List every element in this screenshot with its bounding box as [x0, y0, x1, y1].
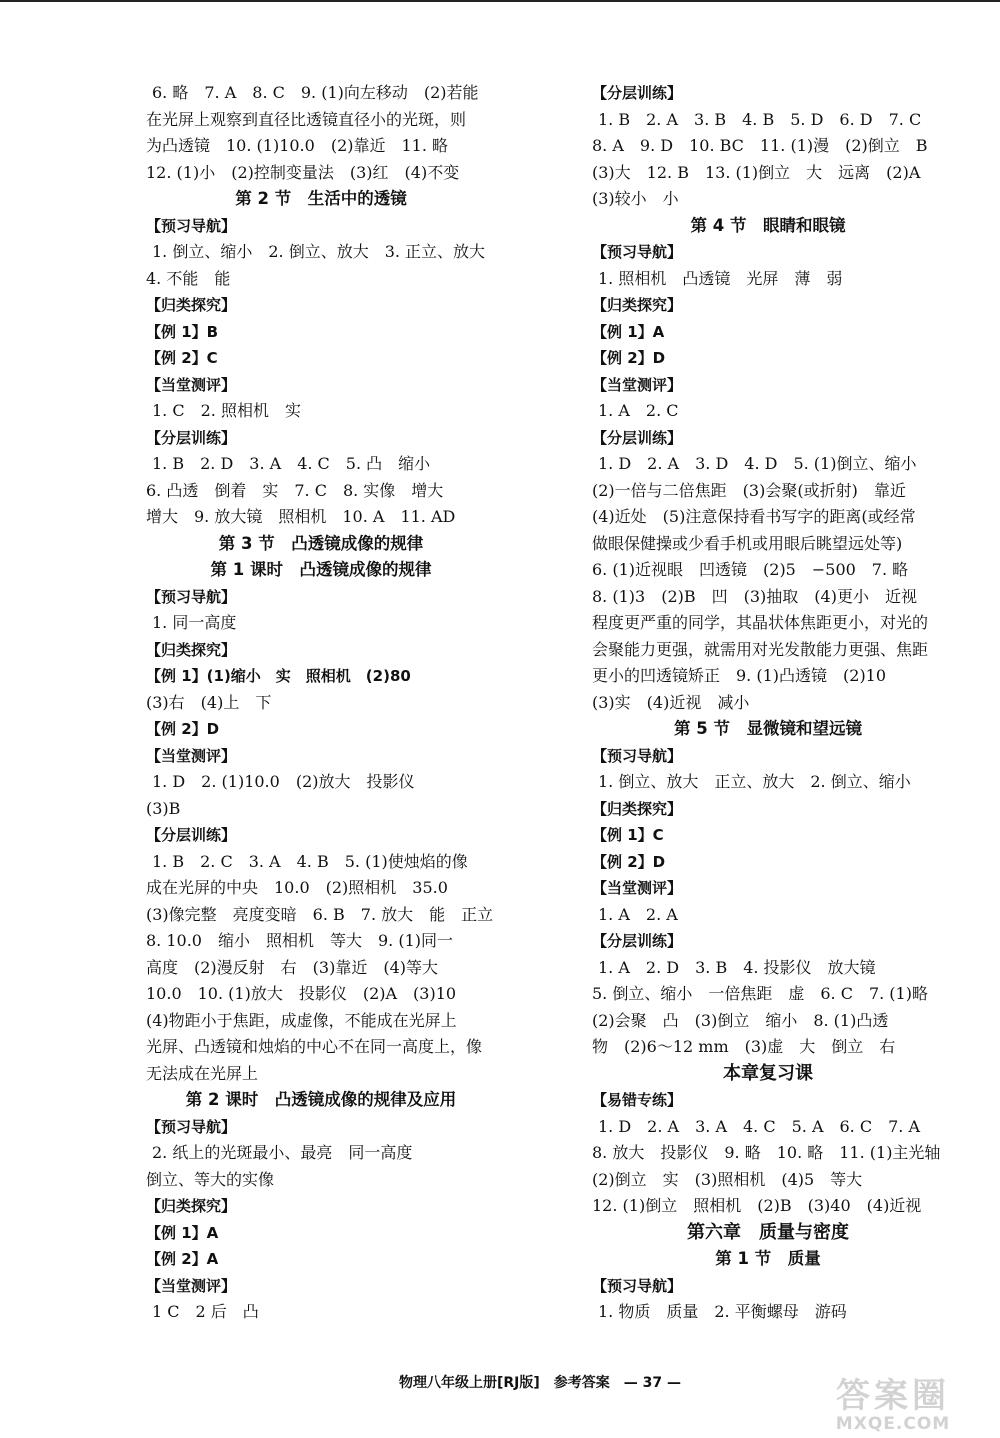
- answer-line: 更小的凹透镜矫正 9. (1)凸透镜 (2)10: [592, 666, 887, 685]
- answer-line: 【当堂测评】: [146, 746, 237, 765]
- answer-line: 12. (1)小 (2)控制变量法 (3)红 (4)不变: [146, 162, 460, 182]
- page-footer: 物理八年级上册[RJ版] 参考答案 — 37 —: [398, 1375, 682, 1391]
- answer-line: 为凸透镜 10. (1)10.0 (2)靠近 11. 略: [146, 136, 449, 155]
- answer-line: 光屏、凸透镜和烛焰的中心不在同一高度上，像: [146, 1037, 483, 1056]
- answer-line: 会聚能力更强，就需用对光发散能力更强、焦距: [592, 639, 929, 659]
- watermark-top-text: 答案圈: [836, 1376, 950, 1416]
- answer-line: 【例 1】C: [592, 826, 664, 844]
- answer-line: 5. 倒立、缩小 一倍焦距 虚 6. C 7. (1)略: [592, 984, 928, 1003]
- section-heading: 第 2 节 生活中的透镜: [235, 189, 407, 208]
- answer-line: (4)近处 (5)注意保持看书写字的距离(或经常: [592, 507, 916, 526]
- answer-line: 【例 1】B: [146, 322, 219, 341]
- answer-line: 1. B 2. C 3. A 4. B 5. (1)使烛焰的像: [152, 851, 468, 871]
- answer-line: 1. B 2. A 3. B 4. B 5. D 6. D 7. C: [598, 109, 922, 129]
- answer-line: 1. 倒立、放大 正立、放大 2. 倒立、缩小: [598, 772, 911, 791]
- answer-line: (2)会聚 凸 (3)倒立 缩小 8. (1)凸透: [592, 1010, 889, 1030]
- answer-line: 8. A 9. D 10. BC 11. (1)漫 (2)倒立 B: [592, 136, 928, 155]
- answer-line: 6. 凸透 倒着 实 7. C 8. 实像 增大: [146, 480, 444, 500]
- answer-line: 【预习导航】: [592, 1276, 683, 1295]
- section-heading: 第 3 节 凸透镜成像的规律: [218, 533, 424, 553]
- answer-line: (3)实 (4)近视 减小: [592, 692, 750, 712]
- answer-line: 12. (1)倒立 照相机 (2)B (3)40 (4)近视: [592, 1196, 922, 1215]
- answer-line: 1 C 2 后 凸: [152, 1302, 259, 1321]
- answer-line: 【分层训练】: [592, 84, 683, 102]
- section-heading: 第 5 节 显微镜和望远镜: [674, 719, 862, 738]
- answer-line: 倒立、等大的实像: [146, 1169, 275, 1189]
- answer-line: 8. 放大 投影仪 9. 略 10. 略 11. (1)主光轴: [592, 1143, 941, 1162]
- section-heading: 本章复习课: [723, 1062, 813, 1084]
- answer-line: 2. 纸上的光斑最小、最亮 同一高度: [152, 1143, 413, 1162]
- answer-line: 【当堂测评】: [592, 375, 683, 394]
- answer-line: 物 (2)6～12 mm (3)虚 大 倒立 右: [592, 1037, 896, 1056]
- answer-line: 【例 1】A: [592, 322, 665, 341]
- answer-line: 1. 倒立、缩小 2. 倒立、放大 3. 正立、放大: [152, 242, 486, 261]
- answer-line: 【预习导航】: [592, 243, 683, 261]
- answer-line: 1. A 2. D 3. B 4. 投影仪 放大镜: [598, 957, 876, 977]
- answer-line: (3)右 (4)上 下: [146, 692, 272, 712]
- answer-line: 【预习导航】: [146, 587, 237, 606]
- section-heading: 第 4 节 眼睛和眼镜: [690, 215, 846, 235]
- answer-line: 6. (1)近视眼 凹透镜 (2)5 −500 7. 略: [592, 560, 909, 579]
- answer-line: 【分层训练】: [592, 932, 683, 950]
- answer-line: 【例 2】A: [146, 1250, 219, 1268]
- answer-line: 【当堂测评】: [592, 879, 683, 897]
- answer-line: (3)较小 小: [592, 189, 679, 208]
- answer-line: 1. 照相机 凸透镜 光屏 薄 弱: [598, 268, 843, 288]
- answer-line: 1. D 2. (1)10.0 (2)放大 投影仪: [152, 772, 415, 791]
- answer-line: 【例 2】D: [146, 720, 220, 738]
- answer-line: 1. C 2. 照相机 实: [152, 401, 301, 420]
- answer-line: 【归类探究】: [592, 296, 683, 314]
- answer-line: 1. 同一高度: [152, 613, 237, 632]
- answer-line: 1. A 2. A: [598, 904, 678, 924]
- answer-line: 【易错专练】: [592, 1091, 683, 1109]
- answer-line: (2)一倍与二倍焦距 (3)会聚(或折射) 靠近: [592, 480, 906, 500]
- section-heading: 第 1 节 质量: [715, 1249, 821, 1268]
- answer-line: 【预习导航】: [592, 746, 683, 765]
- answer-line: 1. A 2. C: [598, 401, 679, 420]
- answer-line: 1. D 2. A 3. A 4. C 5. A 6. C 7. A: [598, 1116, 920, 1136]
- answer-line: 4. 不能 能: [146, 268, 231, 288]
- top-border: [0, 0, 1000, 2]
- answer-line: 【归类探究】: [592, 799, 683, 818]
- answer-line: 【当堂测评】: [146, 375, 237, 394]
- answer-line: 【归类探究】: [146, 640, 237, 659]
- section-heading: 第 2 课时 凸透镜成像的规律及应用: [185, 1090, 457, 1109]
- answer-line: (3)像完整 亮度变暗 6. B 7. 放大 能 正立: [146, 904, 494, 924]
- answer-line: 【当堂测评】: [146, 1276, 237, 1295]
- answer-line: 【分层训练】: [146, 428, 237, 447]
- answer-line: 程度更严重的同学，其晶状体焦距更小，对光的: [592, 613, 929, 632]
- answer-line: 【例 1】(1)缩小 实 照相机 (2)80: [146, 667, 411, 685]
- answer-line: 8. 10.0 缩小 照相机 等大 9. (1)同一: [146, 931, 453, 950]
- answer-line: 【例 1】A: [146, 1223, 219, 1242]
- answer-line: 【例 2】D: [592, 349, 666, 367]
- answer-line: 增大 9. 放大镜 照相机 10. A 11. AD: [146, 507, 456, 526]
- answer-line: (3)B: [146, 798, 181, 818]
- watermark-url-text: MXQE.COM: [835, 1414, 951, 1434]
- answer-line: 在光屏上观察到直径比透镜直径小的光斑，则: [146, 109, 467, 129]
- watermark-logo: [808, 1378, 978, 1438]
- answer-line: (3)大 12. B 13. (1)倒立 大 远离 (2)A: [592, 162, 921, 182]
- section-heading: 第六章 质量与密度: [687, 1221, 849, 1243]
- answer-line: 无法成在光屏上: [146, 1063, 259, 1083]
- answer-line: (4)物距小于焦距，成虚像，不能成在光屏上: [146, 1010, 457, 1030]
- answer-line: 【预习导航】: [146, 216, 237, 235]
- answer-line: 10.0 10. (1)放大 投影仪 (2)A (3)10: [146, 984, 457, 1003]
- answer-line: 1. D 2. A 3. D 4. D 5. (1)倒立、缩小: [598, 454, 917, 473]
- answer-line: (2)倒立 实 (3)照相机 (4)5 等大: [592, 1169, 863, 1189]
- answer-line: 高度 (2)漫反射 右 (3)靠近 (4)等大: [146, 957, 438, 977]
- answer-line: 6. 略 7. A 8. C 9. (1)向左移动 (2)若能: [152, 83, 479, 102]
- answer-line: 【例 2】D: [592, 852, 666, 871]
- answer-line: 【归类探究】: [146, 1197, 237, 1215]
- answer-column-right: [592, 80, 944, 1326]
- answer-line: 【预习导航】: [146, 1117, 237, 1136]
- answer-line: 成在光屏的中央 10.0 (2)照相机 35.0: [146, 878, 448, 897]
- answer-line: 做眼保健操或少看手机或用眼后眺望远处等): [592, 533, 903, 553]
- section-heading: 第 1 课时 凸透镜成像的规律: [210, 560, 432, 579]
- answer-line: 【归类探究】: [146, 296, 237, 314]
- answer-line: 【分层训练】: [146, 826, 237, 844]
- answer-line: 1. B 2. D 3. A 4. C 5. 凸 缩小: [152, 454, 431, 473]
- answer-line: 【分层训练】: [592, 428, 683, 447]
- answer-line: 8. (1)3 (2)B 凹 (3)抽取 (4)更小 近视: [592, 586, 917, 606]
- answer-line: 1. 物质 质量 2. 平衡螺母 游码: [598, 1302, 847, 1321]
- answer-column-left: [146, 80, 496, 1326]
- answer-line: 【例 2】C: [146, 349, 218, 367]
